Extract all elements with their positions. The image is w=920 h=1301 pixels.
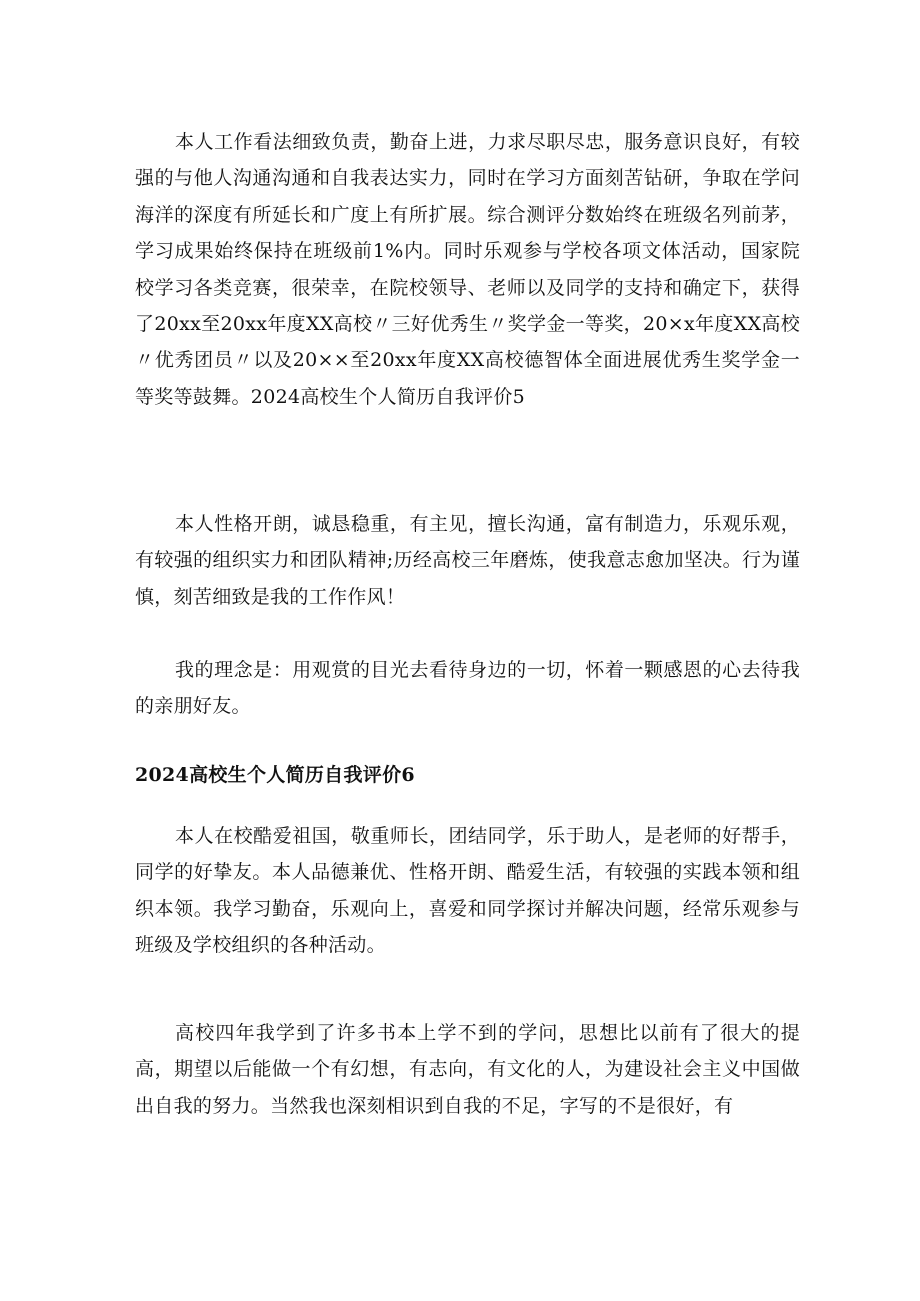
- paragraph-3: 我的理念是：用观赏的目光去看待身边的一切，怀着一颗感恩的心去待我的亲朋好友。: [135, 659, 800, 718]
- paragraph-4: 本人在校酷爱祖国，敬重师长，团结同学，乐于助人，是老师的好帮手，同学的好挚友。本人品德兼优、性格开朗、酷爱生活，有较强的实践本领和组织本领。我学习勤奋，乐观向上，喜爱和同学探讨并解决问题，经常乐观参与班级及学校组织的各种活动。: [135, 825, 800, 957]
- paragraph-2: 本人性格开朗，诚恳稳重，有主见，擅长沟通，富有制造力，乐观乐观，有较强的组织实力和团队精神;历经高校三年磨炼，使我意志愈加坚决。行为谨慎，刻苦细致是我的工作作风！: [135, 513, 800, 608]
- paragraph-5: 高校四年我学到了许多书本上学不到的学问，思想比以前有了很大的提高，期望以后能做一个有幻想，有志向，有文化的人，为建设社会主义中国做出自我的努力。当然我也深刻相识到自我的不足，字写的不是很好，有: [135, 1022, 800, 1117]
- paragraph-1: 本人工作看法细致负责，勤奋上进，力求尽职尽忠，服务意识良好，有较强的与他人沟通沟通和自我表达实力，同时在学习方面刻苦钻研，争取在学问海洋的深度有所延长和广度上有所扩展。综合测评分数始终在班级名列前茅，学习成果始终保持在班级前1%内。同时乐观参与学校各项文体活动，国家院校学习各类竞赛，很荣幸，在院校领导、老师以及同学的支持和确定下，获得了20xx至20xx年度XX高校〃三好优秀生〃奖学金一等奖，20×x年度XX高校〃优秀团员〃以及20××至20xx年度XX高校德智体全面进展优秀生奖学金一等奖等鼓舞。2024高校生个人简历自我评价5: [135, 131, 800, 408]
- section-heading: 2024高校生个人简历自我评价6: [135, 764, 415, 786]
